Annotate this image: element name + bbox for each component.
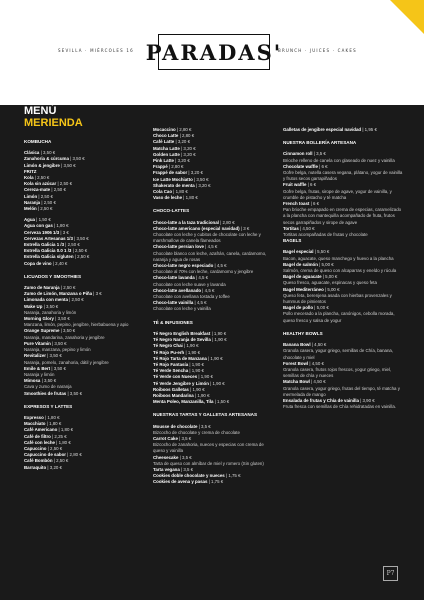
item-description: Queso fresco, aguacate, espinacas y queso feta <box>283 280 377 286</box>
menu-item: Banana Bowl | 4,50 € <box>283 342 327 348</box>
menu-title: MENÚ <box>24 105 57 117</box>
group-heading: FRITZ <box>24 168 37 174</box>
item-description: Pan brioche empapado en crema de especias, caramelizado a la plancha con mantequilla acompañado de fruta, frutos secos garrapiñados y sirope de agave <box>283 207 402 225</box>
menu-item: Golden Latte | 3,20 € <box>153 151 196 157</box>
menu-item: Choco-latte vainilla | 4,5 € <box>153 300 207 306</box>
menu-item: Té Negro Chai | 1,90 € <box>153 343 199 349</box>
menu-item: Choco-latte negro especiado | 4,5 € <box>153 263 227 269</box>
menu-item: Choco-latte americano (especial navidad) | 3 € <box>153 225 250 231</box>
menu-item: Mimosa | 3,50 € <box>24 378 57 384</box>
menu-item: Limón & jengibre | 3,50 € <box>24 162 76 168</box>
menu-item: Té Rojo Tarta de Manzana | 1,90 € <box>153 355 223 361</box>
section-heading: TÉ & INFUSIONES <box>153 319 193 325</box>
menu-item: Choco-latte avellanado | 4,5 € <box>153 287 215 293</box>
menu-column-1 <box>24 105 136 471</box>
menu-item: Menta Poleo, Manzanilla, Tila | 1,50 € <box>153 399 230 405</box>
menu-item: Choco-latte lavanda | 4,5 € <box>153 275 209 281</box>
menu-item: Chocolate waffle | 6 € <box>283 163 328 169</box>
column-1-items <box>24 139 136 471</box>
menu-item: Naranja | 2,50 € <box>24 199 56 205</box>
menu-item: Fruit waffle | 6 € <box>283 182 317 188</box>
menu-item: Estrella Galicia 0.0 1 /3 | 2,50 € <box>24 248 88 254</box>
item-description: Naranja, pomelo, zanahoria, dátil y jengibre <box>24 359 109 365</box>
logo-text: PARADAS' <box>145 39 283 65</box>
menu-item: Cheesecake | 3,5 € <box>153 454 192 460</box>
menu-item: Cookies doble chocolate y nueces | 1,75 € <box>153 473 241 479</box>
item-description: Chocolate con leche suave y lavanda <box>153 281 226 287</box>
section-heading: KOMBUCHA <box>24 139 52 144</box>
item-description: Bizcocho de zanahoria, nueces y especias con crema de queso y vainilla <box>153 442 264 454</box>
menu-item: Emile & Bert | 3,50 € <box>24 365 66 371</box>
item-description: Pollo mecerado a la plancha, canónigos, cebolla morada, queso fresco y salsa de yogur <box>283 311 395 323</box>
menu-item: Café de filtro | 2,25 € <box>24 433 67 439</box>
menu-item: Copa de vino | 2,40 € <box>24 260 68 266</box>
menu-item: Shakerato de menta | 3,20 € <box>153 182 211 188</box>
item-description: Gofre belga, nutella casera vegana, plátano, yogur de vainilla y frutos secos garrapiñados <box>283 170 403 182</box>
menu-body <box>0 105 424 600</box>
menu-item: Bagel de salmón | 5,00 € <box>283 261 334 267</box>
menu-item: Morning Glory | 3,50 € <box>24 316 70 322</box>
item-description: Granola casera, yogur griego, semillas de Chía, banana, chocolate y miel <box>283 348 394 360</box>
menu-item: Café Latte | 3,20 € <box>153 139 191 145</box>
menu-item: Té Verde Sencha | 1,90 € <box>153 368 204 374</box>
menu-column-2 <box>153 105 271 486</box>
menu-item: Forest Bowl | 4,50 € <box>283 360 324 366</box>
menu-item: Té Verde con Nueces | 1,90 € <box>153 374 213 380</box>
item-description: Chocolate con leche y vainilla <box>153 306 211 312</box>
menu-item: Té Rojo Pu-erh | 1,90 € <box>153 349 201 355</box>
menu-item: Cola Cao | 1,80 € <box>153 189 188 195</box>
menu-item: Pure Vitamin | 3,50 € <box>24 340 67 346</box>
menu-item: Bagel Mediterráneo | 5,00 € <box>283 286 340 292</box>
item-description: Chocolate al 70% con leche, cardamomo y jengibre <box>153 269 254 275</box>
column-3-items <box>283 127 403 410</box>
menu-item: Limonada con menta | 2,50 € <box>24 297 84 303</box>
menu-item: Smoothies de frutas | 3,50 € <box>24 390 83 396</box>
item-description: Naranja, mandarina, zanahoria y jengibre <box>24 334 105 340</box>
menu-item: Kola | 2,50 € <box>24 175 50 181</box>
section-heading: HEALTHY BOWLS <box>283 330 323 336</box>
menu-item: Expresso | 1,80 € <box>24 414 60 420</box>
menu-item: Mocaccino | 2,80 € <box>153 127 192 132</box>
group-heading: BAGELS <box>283 238 302 244</box>
item-description: Tarta de queso con almíbar de miel y romero (Sin gluten) <box>153 460 264 466</box>
menu-item: Cervezas Artesanas 1/3 | 3,50 € <box>24 235 89 241</box>
menu-item: Pink Latte | 3,20 € <box>153 158 190 164</box>
menu-item: Vaso de leche | 1,80 € <box>153 195 198 201</box>
menu-item: Café con leche | 1,80 € <box>24 439 71 445</box>
item-description: Chocolate con avellana tostada y toffee <box>153 294 230 300</box>
menu-item: Té Verde Jengibre y Limón | 1,90 € <box>153 380 225 386</box>
menu-item: Café Bombón | 2,50 € <box>24 458 69 464</box>
section-heading: CHOCO-LATTES <box>153 208 190 214</box>
menu-item: Kola sin azúcar | 2,50 € <box>24 181 73 187</box>
menu-item: Té Rojo Fantasía | 1,90 € <box>153 361 204 367</box>
menu-item: Capuccino | 2,50 € <box>24 445 63 451</box>
item-description: Granola casera, yogur griego, frutas del tiempo, té matcha y mermelada de mango <box>283 385 400 397</box>
section-heading: EXPRESOS Y LATTES <box>24 403 73 409</box>
menu-item: Tarta vegana | 3,5 € <box>153 466 194 472</box>
menu-item: Agua con gas | 1,80 € <box>24 223 69 229</box>
menu-item: Zumo de Naranja | 2,50 € <box>24 285 76 291</box>
item-description: Granola casera, frutos rojos frescos, yogur griego, miel, semillas de chía y nueces <box>283 366 392 379</box>
menu-item: Estrella Galicia 1 /3 | 2,50 € <box>24 242 80 248</box>
item-description: Naranja, zanahoria y limón <box>24 309 77 315</box>
menu-item: Cereza-mate | 2,50 € <box>24 187 66 193</box>
menu-item: Ice Latte Mochiatto | 3,50 € <box>153 176 209 182</box>
menu-item: Tortitas | 4,50 € <box>283 225 315 231</box>
menu-item: Wake Up | 3,50 € <box>24 303 59 309</box>
menu-item: Carrot Cake | 3,5 € <box>153 435 192 441</box>
menu-item: Choco-latte a la taza tradicional | 2,80 € <box>153 219 235 225</box>
paradas-logo <box>145 34 283 70</box>
menu-item: Barraquito | 3,20 € <box>24 464 62 470</box>
menu-item: Café Americano | 1,80 € <box>24 427 74 433</box>
menu-item: Choco Latte | 2,80 € <box>153 133 195 139</box>
menu-item: Clásica | 3,50 € <box>24 150 56 156</box>
item-description: Bacon, aguacate, queso manchego y huevo a la plancha <box>283 255 394 261</box>
menu-item: Orange Supreme | 3,50 € <box>24 328 76 334</box>
menu-item: Zumo de Limón, Manzana o Piña | 3 € <box>24 291 102 297</box>
item-description: Salmón, crema de queso con alcaparras y eneldo y rúcula <box>283 268 397 274</box>
corner-accent <box>390 0 424 34</box>
menu-item: Mousse de chocolate | 3,5 € <box>153 423 211 429</box>
menu-item: Macchiato | 1,80 € <box>24 421 62 427</box>
item-description: Manzana, limón, pepino, jengibre, hierbabuena y apio <box>24 322 129 328</box>
tagline-left: SEVILLA · MIÉRCOLES 16 <box>58 48 134 53</box>
menu-item: Limón | 2,50 € <box>24 193 53 199</box>
menu-item: Revitalizer | 3,50 € <box>24 353 62 359</box>
menu-item: Estrella Galicia s/gluten | 2,50 € <box>24 254 90 260</box>
item-description: Brioche relleno de canela con glaseado de nuez y vainilla <box>283 157 395 163</box>
menu-item: Ensalada de frutas y Chía de vainilla | 3,90 € <box>283 397 375 403</box>
item-description: Bizcocho de chocolate y crema de chocolate <box>153 429 240 435</box>
menu-item: Capuccino de sabor | 2,80 € <box>24 452 82 458</box>
item-description: Gofre belga, frutas, sirope de agave, yogur de vainilla, y crumble de pistacho y té matcha <box>283 188 392 200</box>
item-description: Chocolate blanco con leche, azafrán, canela, cardamomo, naranja y agua de rosas <box>153 250 267 262</box>
menu-item: French toast | 6 € <box>283 201 320 207</box>
menu-item: Bagel especial | 5,50 € <box>283 249 330 255</box>
menu-item: Matcha Bowl | 4,50 € <box>283 379 326 385</box>
menu-item: Té Negro English Breakfast | 1,90 € <box>153 330 227 336</box>
menu-item: Té Negro Naranja de Sevilla | 1,90 € <box>153 337 227 343</box>
item-description: Cava y zumo de naranja <box>24 384 72 390</box>
item-description: Tortitas acompañadas de frutas y chocolate <box>283 232 368 238</box>
menu-item: Choco-latte persian love | 4,5 € <box>153 244 218 250</box>
item-description: Naranja y limón <box>24 371 55 377</box>
header <box>0 0 424 105</box>
menu-item: Frappé | 2,80 € <box>153 164 184 170</box>
menu-column-3 <box>283 105 403 410</box>
column-2-items <box>153 127 271 486</box>
section-heading: LICUADOS Y SMOOTHIES <box>24 273 82 279</box>
menu-item: Matcha Latte | 3,20 € <box>153 145 196 151</box>
menu-item: Agua | 1,50 € <box>24 217 51 223</box>
item-description: Queso feta, berenjena asada con hierbas provenzales y hummus de pimientos <box>283 292 392 305</box>
section-heading: NUESTRAS TARTAS Y GALLETAS ARTESANAS <box>153 412 258 418</box>
menu-item: Cookies de avena y pasas | 1,75 € <box>153 479 224 485</box>
p7-logo: P7 <box>383 566 398 581</box>
menu-item: Roiboos Galletas | 1,90 € <box>153 386 205 392</box>
menu-item: Zanahoria & cúrcuma | 3,50 € <box>24 156 85 162</box>
section-heading: NUESTRA BOLLERÍA ARTESANA <box>283 140 357 146</box>
menu-subtitle: MERIENDA <box>24 117 83 129</box>
menu-item: Melón | 2,50 € <box>24 206 53 212</box>
menu-item: Cerveza 1906 1/3 | 3 € <box>24 229 69 235</box>
tagline-right: BRUNCH · JUICES · CAKES <box>278 48 357 53</box>
menu-item: Cinnamon roll | 3,5 € <box>283 151 326 157</box>
menu-item: Galletas de jengibre especial navidad | 1,95 € <box>283 127 377 132</box>
menu-item: Roiboos Mandarina | 1,90 € <box>153 392 210 398</box>
item-description: Naranja, manzana, pepino y limón <box>24 347 91 353</box>
menu-item: Bagel de pollo | 5,00 € <box>283 305 329 311</box>
menu-item: Frappé de sabor | 3,20 € <box>153 170 203 176</box>
item-description: Fruta fresca con semillas de Chía rehidratadas en vainilla. <box>283 404 396 410</box>
menu-item: Bagel de aguacate | 5,00 € <box>283 274 338 280</box>
item-description: Chocolate con leche y cubitos de chocolate con leche y marshmallow de canela flameados <box>153 232 261 244</box>
